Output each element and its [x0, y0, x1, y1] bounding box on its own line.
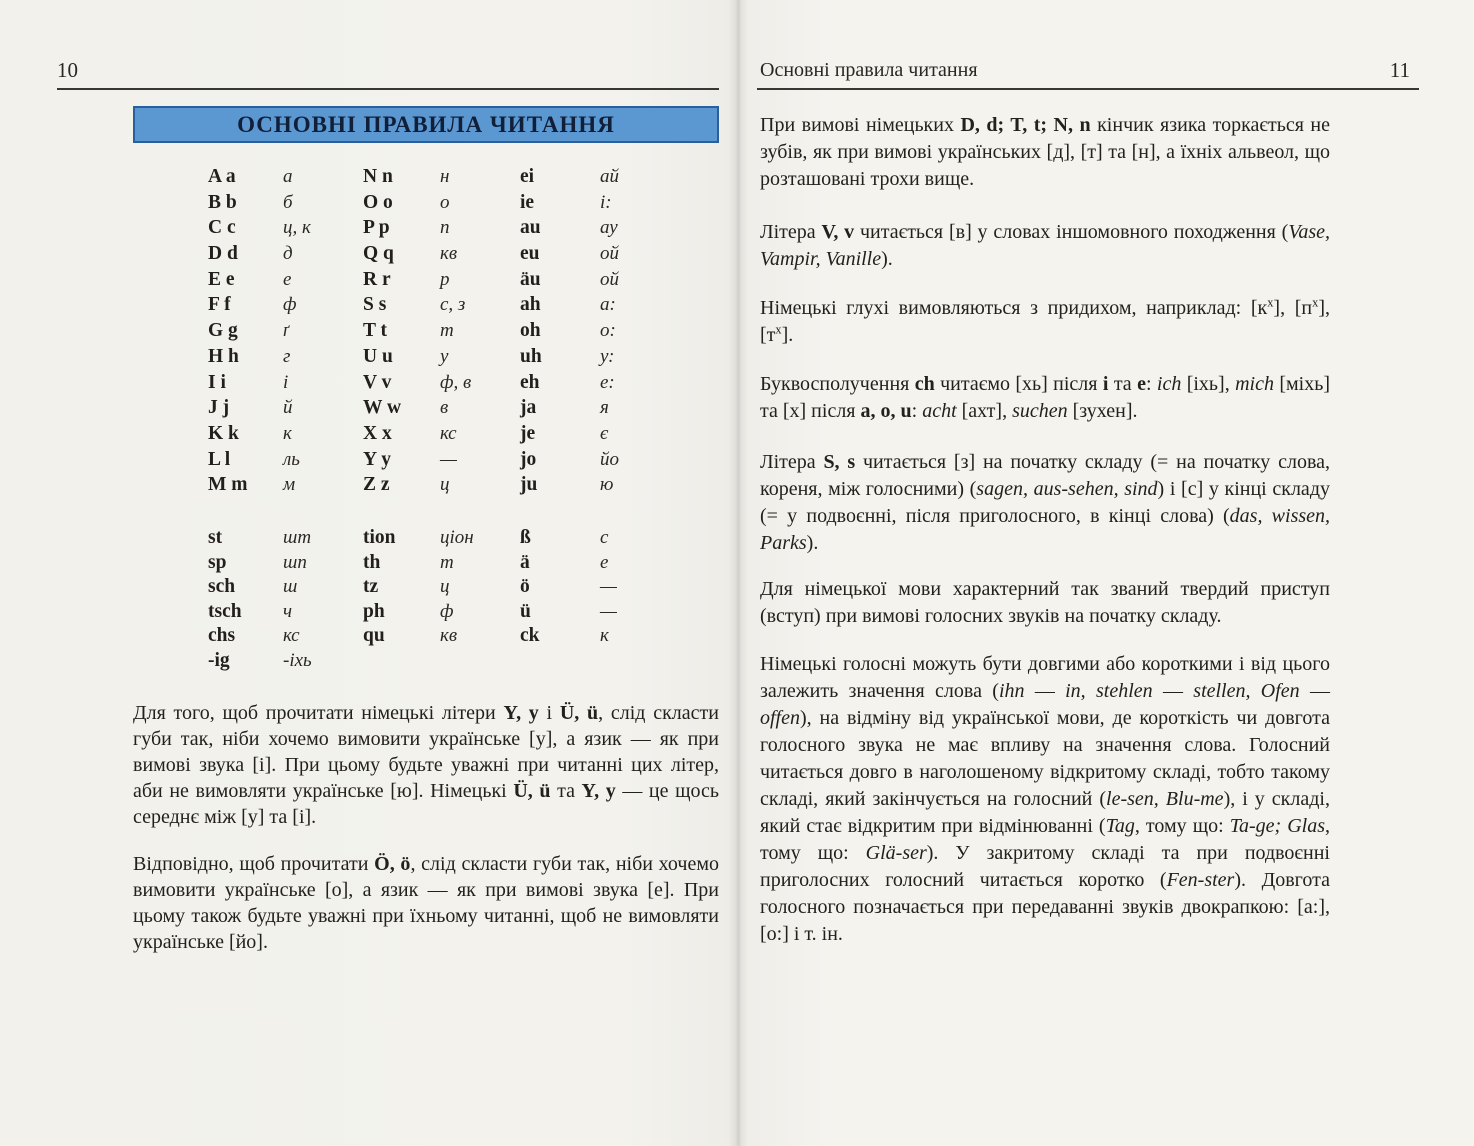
pronunciation-cell: ґ	[283, 320, 289, 342]
text-run: Glä-ser	[865, 842, 927, 864]
text-run: читається [з] на початку складу (= на початку слова, кореня, між голосними) (	[760, 451, 1331, 500]
text-run: e	[1137, 373, 1146, 395]
pronunciation-cell: с, з	[440, 294, 466, 316]
text-run: кінчик язика торкається не зубів, як при вимові українських [д], [т] та [н], а їхніх альвеол, що розташовані трохи вище.	[760, 114, 1331, 190]
text-run: При вимові німецьких	[760, 114, 961, 136]
letter-cell: I i	[208, 371, 226, 393]
text-run: [зухен].	[1067, 400, 1138, 422]
table-row	[133, 575, 719, 600]
text-run: ), і у складі, який стає відкритим при відмінюванні (	[760, 788, 1330, 837]
pronunciation-cell: в	[440, 397, 449, 419]
letter-cell: qu	[363, 625, 385, 647]
text-run: Tag	[1105, 815, 1135, 837]
table-row	[133, 624, 719, 649]
letter-cell: uh	[520, 345, 542, 367]
table-row	[133, 318, 719, 344]
text-run: Fen-ster	[1166, 869, 1235, 891]
header-rule-right	[757, 88, 1419, 90]
text-run: ].	[781, 324, 794, 346]
text-run: offen	[760, 707, 800, 729]
letter-cell: chs	[208, 625, 236, 647]
letter-cell: ä	[520, 551, 530, 573]
pronunciation-cell: т	[440, 551, 454, 573]
paragraph	[133, 700, 719, 830]
letter-cell: th	[363, 551, 381, 573]
pronunciation-cell: йо	[600, 448, 619, 470]
text-run: [іхь],	[1181, 373, 1236, 395]
text-run: і	[538, 702, 560, 724]
pronunciation-cell: ч	[283, 600, 293, 622]
text-run: — це щось середнє між [у] та [і].	[133, 780, 719, 828]
letter-cell: P p	[363, 217, 390, 239]
letter-cell: T t	[363, 320, 388, 342]
letter-cell: je	[520, 422, 536, 444]
text-run: ihn	[998, 680, 1025, 702]
letter-cell: jo	[520, 448, 537, 470]
pronunciation-cell: е:	[600, 371, 615, 393]
table-row	[133, 447, 719, 473]
text-run: ) і [с] у кінці складу (= у подвоєнні, після приголосного, в кінці слова) (	[760, 478, 1330, 527]
letter-cell: ph	[363, 600, 385, 622]
pronunciation-cell: к	[283, 422, 292, 444]
right-page	[737, 0, 1474, 1146]
table-row	[133, 600, 719, 625]
table-row	[133, 164, 719, 190]
letter-cell: N n	[363, 166, 393, 187]
text-run: D, d; T, t; N, n	[960, 114, 1091, 136]
letter-cell: au	[520, 217, 541, 239]
letter-cell: K k	[208, 422, 239, 444]
paragraph	[760, 576, 1330, 630]
pronunciation-cell: б	[283, 191, 293, 213]
letter-cell: D d	[208, 243, 238, 265]
letter-cell: M m	[208, 474, 248, 496]
pronunciation-cell: шт	[283, 527, 312, 548]
pronunciation-cell: є	[600, 422, 609, 444]
text-run: та	[550, 780, 582, 802]
letter-cell: tion	[363, 527, 396, 548]
text-run: ).	[881, 248, 893, 270]
pronunciation-cell: ф	[440, 600, 454, 622]
text-run: acht	[922, 400, 957, 422]
pronunciation-cell: с	[600, 527, 609, 548]
pronunciation-cell: н	[440, 166, 450, 187]
letter-cell: eu	[520, 243, 540, 265]
letter-cell: oh	[520, 320, 541, 342]
pronunciation-cell: —	[440, 448, 457, 470]
header-rule-left	[57, 88, 719, 90]
letter-cell: sp	[208, 551, 227, 573]
text-run: х	[775, 322, 782, 337]
pronunciation-cell: т	[440, 320, 454, 342]
letter-cell: S s	[363, 294, 387, 316]
letter-cell: äu	[520, 268, 541, 290]
letter-cell: H h	[208, 345, 239, 367]
letter-cell: ju	[520, 474, 538, 496]
text-run: —	[1152, 680, 1194, 702]
text-run: , тому що:	[760, 815, 1330, 864]
letter-cell: tsch	[208, 600, 242, 622]
text-run: [ахт],	[956, 400, 1013, 422]
pronunciation-cell: шп	[283, 551, 307, 573]
paragraph	[760, 112, 1330, 193]
text-run: Ta-ge; Glas	[1229, 815, 1325, 837]
pronunciation-cell: ай	[600, 166, 619, 187]
table-row	[133, 190, 719, 216]
pronunciation-cell: ой	[600, 268, 619, 290]
table-row	[133, 551, 719, 576]
table-row	[133, 649, 719, 674]
table-row	[133, 421, 719, 447]
pronunciation-cell: кс	[283, 625, 300, 647]
pronunciation-cell: —	[600, 576, 617, 598]
section-banner: ОСНОВНІ ПРАВИЛА ЧИТАННЯ	[133, 106, 719, 143]
text-run: ], [п	[1273, 297, 1313, 319]
page-number-left: 10	[57, 58, 78, 82]
pronunciation-cell: й	[283, 397, 293, 419]
text-run: , слід скласти губи так, ніби хочемо вимовити українське [у], а язик — як при вимові звука [і]. При цьому будьте уважні при читанні цих літер, аби не вимовляти українське [ю]. Німецькі	[133, 702, 719, 802]
pronunciation-cell: г	[283, 345, 291, 367]
text-run: sagen, aus-sehen, sind	[976, 478, 1158, 500]
pronunciation-cell: кв	[440, 625, 458, 647]
pronunciation-cell: ф, в	[440, 371, 472, 393]
combinations-table	[133, 526, 719, 674]
text-run: V, v	[821, 221, 855, 243]
paragraph	[760, 295, 1330, 349]
table-row	[133, 395, 719, 421]
pronunciation-cell: а:	[600, 294, 616, 316]
letter-cell: ah	[520, 294, 541, 316]
pronunciation-cell: к	[600, 625, 609, 647]
pronunciation-cell: ю	[600, 474, 614, 496]
letter-cell: B b	[208, 191, 237, 213]
text-run: le-sen, Blu-me	[1106, 788, 1224, 810]
text-run: ch	[914, 373, 935, 395]
text-run: та	[1108, 373, 1138, 395]
alphabet-table	[133, 164, 719, 498]
table-row	[133, 472, 719, 498]
text-run: —	[1299, 680, 1330, 702]
text-run: Для того, щоб прочитати німецькі літери	[133, 702, 504, 724]
table-row	[133, 241, 719, 267]
pronunciation-cell: а	[283, 166, 293, 187]
text-run: in, stehlen	[1065, 680, 1153, 702]
letter-cell: G g	[208, 320, 238, 342]
text-run: :	[911, 400, 923, 422]
pronunciation-cell: —	[600, 600, 617, 622]
text-run: Буквосполучення	[760, 373, 915, 395]
pronunciation-cell: і:	[600, 191, 612, 213]
text-run: ). У закритому складі та при подвоєнні приголосних голосний читається коротко (	[760, 842, 1330, 891]
letter-cell: J j	[208, 397, 230, 419]
letter-cell: ö	[520, 576, 530, 598]
pronunciation-cell: кв	[440, 243, 458, 265]
letter-cell: ie	[520, 191, 535, 213]
letter-cell: ü	[520, 600, 531, 622]
text-run: ], [т	[760, 297, 1330, 346]
letter-cell: E e	[208, 268, 235, 290]
table-row	[133, 344, 719, 370]
pronunciation-cell: ой	[600, 243, 619, 265]
letter-cell: C c	[208, 217, 236, 239]
text-run: Німецькі голосні можуть бути довгими або короткими і від цього залежить значення слова (	[760, 653, 1330, 702]
letter-cell: ck	[520, 625, 540, 647]
letter-cell: Q q	[363, 243, 394, 265]
text-run: Y, y	[503, 702, 539, 724]
pronunciation-cell: о	[440, 191, 450, 213]
pronunciation-cell: ш	[283, 576, 298, 598]
letter-cell: sch	[208, 576, 236, 598]
letter-cell: st	[208, 527, 223, 548]
pronunciation-cell: кс	[440, 422, 457, 444]
pronunciation-cell: у:	[600, 345, 615, 367]
letter-cell: L l	[208, 448, 231, 470]
letter-cell: ei	[520, 166, 535, 187]
paragraph	[760, 449, 1330, 557]
text-run: das, wissen, Parks	[760, 505, 1331, 554]
pronunciation-cell: ф	[283, 294, 297, 316]
running-header: Основні правила читання	[760, 59, 978, 81]
paragraph	[760, 651, 1330, 948]
text-run: Y, y	[581, 780, 616, 802]
text-run: Ö, ö	[374, 853, 411, 875]
text-run: Відповідно, щоб прочитати	[133, 853, 375, 875]
letter-cell: X x	[363, 422, 392, 444]
text-run: Ü, ü	[513, 780, 551, 802]
page-number-right: 11	[1389, 58, 1410, 82]
letter-cell: Z z	[363, 474, 390, 496]
table-row	[133, 526, 719, 551]
text-run: Німецькі глухі вимовляються з придихом, наприклад: [к	[760, 297, 1268, 319]
letter-cell: -ig	[208, 649, 230, 671]
text-run: stellen, Ofen	[1193, 680, 1300, 702]
text-run: читаємо [хь] після	[934, 373, 1103, 395]
table-row	[133, 267, 719, 293]
table-row	[133, 370, 719, 396]
table-row	[133, 215, 719, 241]
text-run: ), на відміну від української мови, де короткість чи довгота голосного звука не має впливу на значення слова. Голосний читається довго в наголошеному відкритому складі, тобто такому складі, який закінчується на голосний (	[760, 707, 1330, 810]
pronunciation-cell: і	[283, 371, 289, 393]
text-run: i	[1102, 373, 1109, 395]
letter-cell: Y y	[363, 448, 391, 470]
pronunciation-cell: ц, к	[283, 217, 311, 239]
pronunciation-cell: о:	[600, 320, 616, 342]
text-run: Літера	[760, 451, 824, 473]
letter-cell: A a	[208, 166, 236, 187]
text-run: —	[1024, 680, 1066, 702]
text-run: Ü, ü	[559, 702, 599, 724]
pronunciation-cell: у	[440, 345, 449, 367]
text-run: , слід скласти губи так, ніби хочемо вимовити українське [о], а язик — як при вимові звука [е]. При цьому також будьте уважні при їхньому читанні, щоб не вимовляти українське [йо].	[133, 853, 719, 953]
text-run: ).	[806, 532, 819, 554]
text-run: ). Довгота голосного позначається при передаванні звуків двокрапкою: [а:], [о:] і т. ін.	[760, 869, 1330, 945]
letter-cell: W w	[363, 397, 402, 419]
text-run: Літера	[760, 221, 822, 243]
pronunciation-cell: п	[440, 217, 450, 239]
text-run: ich	[1156, 373, 1182, 395]
letter-cell: tz	[363, 576, 379, 598]
letter-cell: ja	[520, 397, 537, 419]
pronunciation-cell: е	[283, 268, 292, 290]
text-run: suchen	[1012, 400, 1068, 422]
table-row	[133, 292, 719, 318]
text-run: , тому що:	[1134, 815, 1230, 837]
pronunciation-cell: д	[283, 243, 293, 265]
text-run: читається [в] у словах іншомовного походження (	[854, 221, 1289, 243]
pronunciation-cell: ціон	[440, 527, 474, 548]
letter-cell: ß	[520, 527, 531, 548]
text-run: a, o, u	[860, 400, 912, 422]
pronunciation-cell: ц	[440, 474, 450, 496]
pronunciation-cell: е	[600, 551, 609, 573]
pronunciation-cell: ау	[600, 217, 618, 239]
pronunciation-cell: р	[440, 268, 450, 290]
pronunciation-cell: -іхь	[283, 649, 312, 671]
pronunciation-cell: ль	[283, 448, 300, 470]
pronunciation-cell: я	[600, 397, 609, 419]
paragraph	[133, 851, 719, 955]
pronunciation-cell: ц	[440, 576, 450, 598]
pronunciation-cell: м	[283, 474, 296, 496]
paragraph	[760, 219, 1330, 273]
text-run: S, s	[823, 451, 856, 473]
text-run: [міхь] та [х] після	[760, 373, 1331, 422]
text-run: mich	[1235, 373, 1274, 395]
letter-cell: R r	[363, 268, 391, 290]
letter-cell: F f	[208, 294, 231, 316]
text-run: Для німецької мови характерний так званий твердий приступ (вступ) при вимові голосних звуків на початку складу.	[760, 578, 1330, 627]
letter-cell: U u	[363, 345, 393, 367]
letter-cell: eh	[520, 371, 540, 393]
text-run: х	[1312, 295, 1319, 310]
paragraph	[760, 371, 1330, 425]
letter-cell: V v	[363, 371, 392, 393]
letter-cell: O o	[363, 191, 393, 213]
text-run: Vase, Vampir, Vanille	[760, 221, 1330, 270]
text-run: х	[1267, 295, 1274, 310]
text-run: :	[1145, 373, 1157, 395]
